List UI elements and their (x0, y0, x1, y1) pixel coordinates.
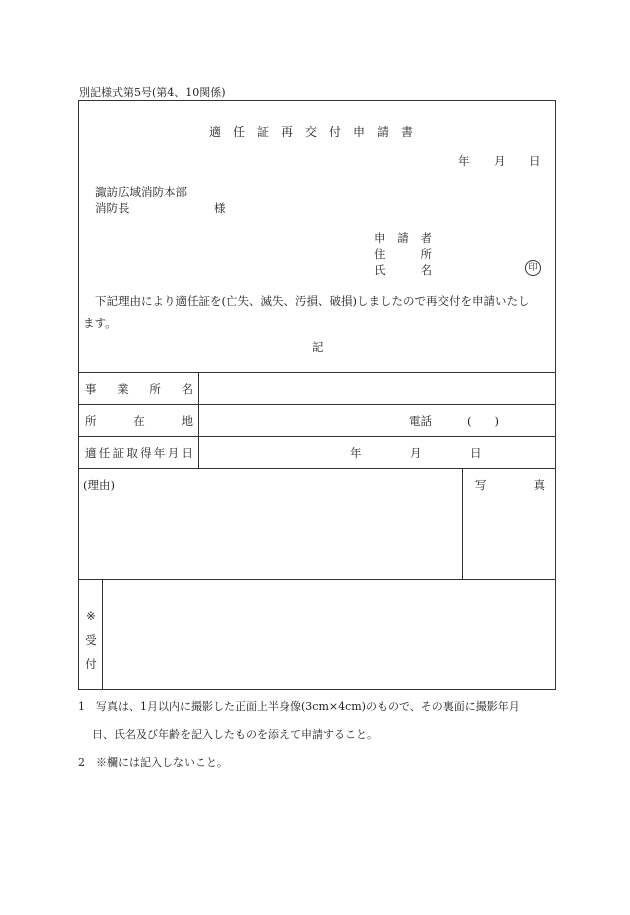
reason-field[interactable] (83, 493, 459, 577)
label-char: 地 (181, 414, 193, 428)
address-char: 住 (374, 247, 386, 261)
address-field[interactable] (199, 405, 556, 436)
acquisition-date-label (85, 445, 193, 461)
label-char: 事 (85, 382, 97, 396)
label-char: 名 (181, 382, 193, 396)
phone-parentheses: ( ) (467, 414, 499, 428)
address-char: 所 (420, 247, 432, 261)
applicant-char: 請 (397, 231, 409, 245)
date-year: 年 (458, 154, 470, 168)
note-1-line1: 1 写真は、1月以内に撮影した正面上半身像(3cm×4cm)のもので、その裏面に撮影年月 (78, 700, 520, 713)
label-char: 取 (126, 446, 138, 460)
date-day: 日 (529, 154, 541, 168)
address-row-label (85, 413, 193, 429)
label-char: 写 (475, 478, 487, 492)
phone-label: 電話 (409, 414, 432, 428)
divider (79, 436, 555, 437)
business-name-label (85, 381, 193, 397)
applicant-char: 申 (374, 231, 386, 245)
divider (79, 579, 555, 580)
label-char: 真 (533, 478, 545, 492)
name-char: 名 (420, 263, 432, 277)
divider (462, 468, 463, 579)
label-char: 得 (140, 446, 152, 460)
name-label (374, 262, 432, 278)
addressee-honorific: 様 (214, 201, 226, 215)
applicant-char: 者 (420, 231, 432, 245)
acquisition-month: 月 (410, 446, 422, 460)
label-char: 日 (181, 446, 193, 460)
label-char: 適 (85, 446, 97, 460)
receipt-label (84, 604, 98, 676)
form-number-label: 別記様式第5号(第4、10関係) (79, 86, 226, 99)
divider (79, 468, 555, 469)
label-char: 受 (85, 633, 97, 647)
applicant-label (374, 230, 432, 246)
label-char: 証 (112, 446, 125, 460)
acquisition-day: 日 (470, 446, 482, 460)
reason-label: (理由) (83, 478, 115, 492)
addressee-chief: 消防長 (95, 201, 130, 215)
body-text-line1: 下記理由により適任証を(亡失、滅失、汚損、破損)しましたので再交付を申請いたし (95, 294, 530, 308)
name-char: 氏 (374, 263, 386, 277)
divider (102, 579, 103, 690)
application-form-box (78, 100, 556, 690)
note-2: 2 ※欄には記入しないこと。 (78, 756, 228, 769)
receipt-mark: ※ (86, 609, 96, 623)
date-month: 月 (494, 154, 506, 168)
note-1-line2: 日、氏名及び年齢を記入したものを添えて申請すること。 (92, 728, 378, 741)
label-char: 業 (117, 382, 129, 396)
acquisition-year: 年 (350, 446, 362, 460)
seal-mark: 印 (525, 260, 541, 276)
address-label (374, 246, 432, 262)
label-char: 所 (149, 382, 161, 396)
ki-heading: 記 (312, 340, 324, 354)
photo-label (475, 477, 545, 493)
addressee-org: 諏訪広域消防本部 (95, 185, 187, 199)
label-char: 所 (85, 414, 97, 428)
label-char: 在 (133, 414, 145, 428)
business-name-field[interactable] (199, 373, 556, 404)
label-char: 年 (153, 446, 166, 460)
label-char: 任 (98, 446, 111, 460)
label-char: 付 (85, 657, 97, 671)
body-text-line2: ます。 (83, 316, 117, 330)
form-title: 適任証再交付申請書 (208, 125, 425, 139)
label-char: 月 (167, 446, 180, 460)
